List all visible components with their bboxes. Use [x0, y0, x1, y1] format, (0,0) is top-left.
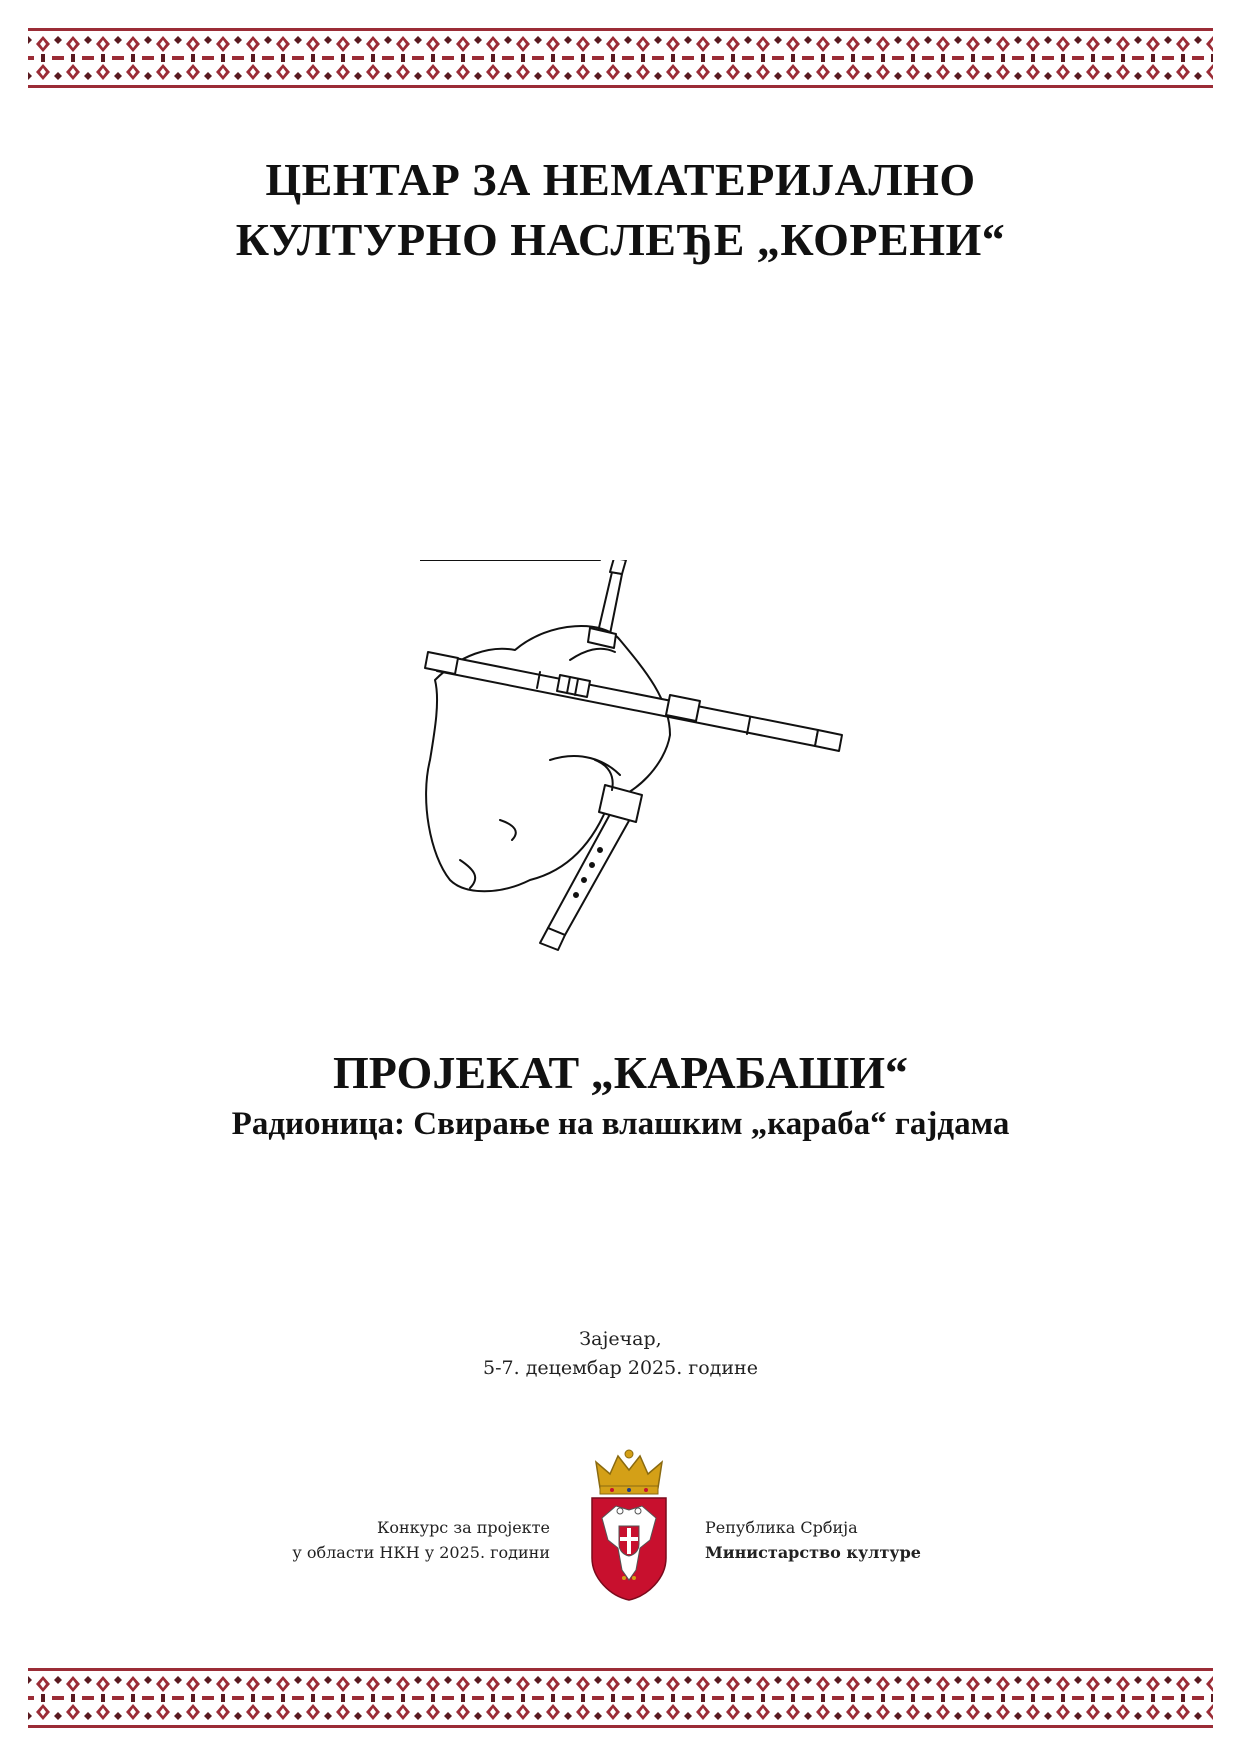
serbia-coat-of-arms-icon	[586, 1448, 672, 1602]
event-date: 5-7. децембар 2025. године	[483, 1357, 758, 1379]
workshop-subtitle: Радионица: Свирање на влашким „караба“ гајдама	[231, 1106, 1010, 1142]
top-ornamental-border	[28, 28, 1213, 88]
organization-title-line-2: КУЛТУРНО НАСЛЕЂЕ „КОРЕНИ“	[235, 214, 1006, 265]
bagpipe-illustration	[420, 560, 940, 980]
place-date	[0, 1325, 1241, 1383]
project-block	[0, 1045, 1241, 1147]
footer-left-line-2: у области НКН у 2025. години	[292, 1543, 550, 1562]
bottom-ornamental-border	[28, 1668, 1213, 1728]
footer-competition-note	[180, 1515, 550, 1565]
footer-ministry	[705, 1515, 1085, 1565]
event-place: Зајечар,	[579, 1328, 662, 1350]
organization-title	[0, 150, 1241, 270]
footer-republic: Република Србија	[705, 1518, 858, 1537]
project-title: ПРОЈЕКАТ „КАРАБАШИ“	[332, 1047, 909, 1098]
organization-title-line-1: ЦЕНТАР ЗА НЕМАТЕРИЈАЛНО	[265, 154, 976, 205]
footer-ministry-name: Министарство културе	[705, 1543, 921, 1562]
footer-left-line-1: Конкурс за пројекте	[376, 1518, 550, 1537]
